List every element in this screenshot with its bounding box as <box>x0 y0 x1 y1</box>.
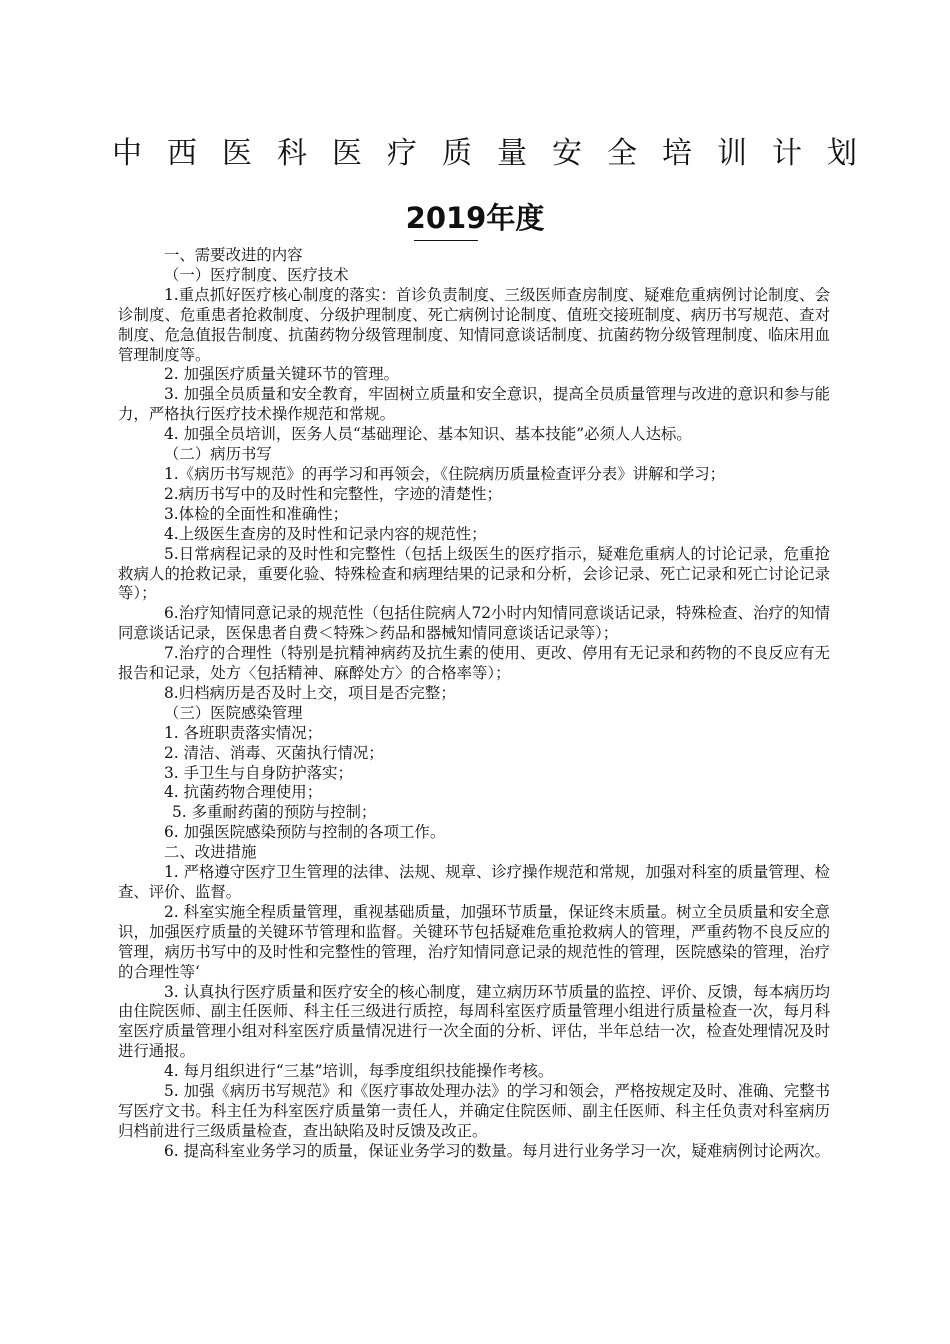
paragraph: 5. 加强《病历书写规范》和《医疗事故处理办法》的学习和领会，严格按规定及时、准确、完整书写医疗文书。科主任为科室医疗质量第一责任人，并确定住院医师、副主任医师、科主任负责对科室病历归档前进行三级质量检查，查出缺陷及时反馈及改正。 <box>118 1082 830 1140</box>
paragraph: 1. 各班职责落实情况； <box>164 723 323 742</box>
paragraph: 4. 每月组织进行“三基”培训，每季度组织技能操作考核。 <box>164 1062 554 1081</box>
section-heading: 二、改进措施 <box>164 843 257 862</box>
paragraph: 3. 加强全员质量和安全教育，牢固树立质量和安全意识，提高全员质量管理与改进的意识和参与能力，严格执行医疗技术操作规范和常规。 <box>118 385 830 424</box>
paragraph: 6.治疗知情同意记录的规范性（包括住院病人72小时内知情同意谈话记录，特殊检查、治疗的知情同意谈话记录，医保患者自费＜特殊＞药品和器械知情同意谈话记录等）； <box>118 604 830 643</box>
paragraph: 8.归档病历是否及时上交，项目是否完整； <box>164 683 456 702</box>
paragraph: 3. 手卫生与自身防护落实； <box>164 763 353 782</box>
paragraph: 5.日常病程记录的及时性和完整性（包括上级医生的医疗指示，疑难危重病人的讨论记录，危重抢救病人的抢救记录，重要化验、特殊检查和病理结果的记录和分析，会诊记录、死亡记录和死亡讨论记录等）； <box>118 544 830 603</box>
paragraph: 3. 认真执行医疗质量和医疗安全的核心制度，建立病历环节质量的监控、评价、反馈，每本病历均由住院医师、副主任医师、科主任三级进行质控，每周科室医疗质量管理小组进行质量检查一次，每月科室医疗质量管理小组对科室医疗质量情况进行一次全面的分析、评估，半年总结一次，检查处理情况及时进行通报。 <box>118 982 830 1061</box>
subsection-heading: （三）医院感染管理 <box>164 703 303 722</box>
paragraph: 4. 加强全员培训，医务人员“基础理论、基本知识、基本技能”必须人人达标。 <box>164 425 692 444</box>
subsection-heading: （一）医疗制度、医疗技术 <box>164 265 349 284</box>
document-title: 中西医科医疗质量安全培训计划 <box>112 136 882 171</box>
document-body <box>118 246 830 1162</box>
paragraph: 4.上级医生查房的及时性和记录内容的规范性； <box>164 524 487 543</box>
paragraph: 4. 抗菌药物合理使用； <box>164 783 323 802</box>
paragraph: 6. 提高科室业务学习的质量，保证业务学习的数量。每月进行业务学习一次，疑难病例讨论两次。 <box>164 1141 830 1160</box>
year-underline <box>414 240 478 241</box>
subsection-heading: （二）病历书写 <box>164 445 272 464</box>
paragraph: 2. 科室实施全程质量管理，重视基础质量，加强环节质量，保证终末质量。树立全员质量和安全意识，加强医疗质量的关键环节管理和监督。关键环节包括疑难危重抢救病人的管理，严重药物不良反应的管理，病历书写中的及时性和完整性的管理，治疗知情同意记录的规范性的管理，医院感染的管理，治疗的合理性等‘ <box>118 902 830 981</box>
paragraph: 7.治疗的合理性（特别是抗精神病药及抗生素的使用、更改、停用有无记录和药物的不良反应有无报告和记录，处方〈包括精神、麻醉处方〉的合格率等）； <box>118 644 830 683</box>
paragraph: 3.体检的全面性和准确性； <box>164 504 348 523</box>
paragraph: 2. 清洁、消毒、灭菌执行情况； <box>164 743 384 762</box>
paragraph: 1.重点抓好医疗核心制度的落实：首诊负责制度、三级医师查房制度、疑难危重病例讨论制度、会诊制度、危重患者抢救制度、分级护理制度、死亡病例讨论制度、值班交接班制度、病历书写规范、查对制度、危急值报告制度、抗菌药物分级管理制度、知情同意谈话制度、抗菌药物分级管理制度、临床用血管理制度等。 <box>118 285 830 364</box>
paragraph: 5. 多重耐药菌的预防与控制； <box>172 803 377 822</box>
paragraph: 2.病历书写中的及时性和完整性，字迹的清楚性； <box>164 484 502 503</box>
document-year: 2019年度 <box>405 201 545 235</box>
paragraph: 2. 加强医疗质量关键环节的管理。 <box>164 365 400 384</box>
paragraph: 1. 严格遵守医疗卫生管理的法律、法规、规章、诊疗操作规范和常规，加强对科室的质量管理、检查、评价、监督。 <box>118 863 830 901</box>
section-heading: 一、需要改进的内容 <box>164 246 303 264</box>
paragraph: 6. 加强医院感染预防与控制的各项工作。 <box>164 823 446 842</box>
paragraph: 1.《病历书写规范》的再学习和再领会，《住院病历质量检查评分表》讲解和学习； <box>164 464 726 483</box>
